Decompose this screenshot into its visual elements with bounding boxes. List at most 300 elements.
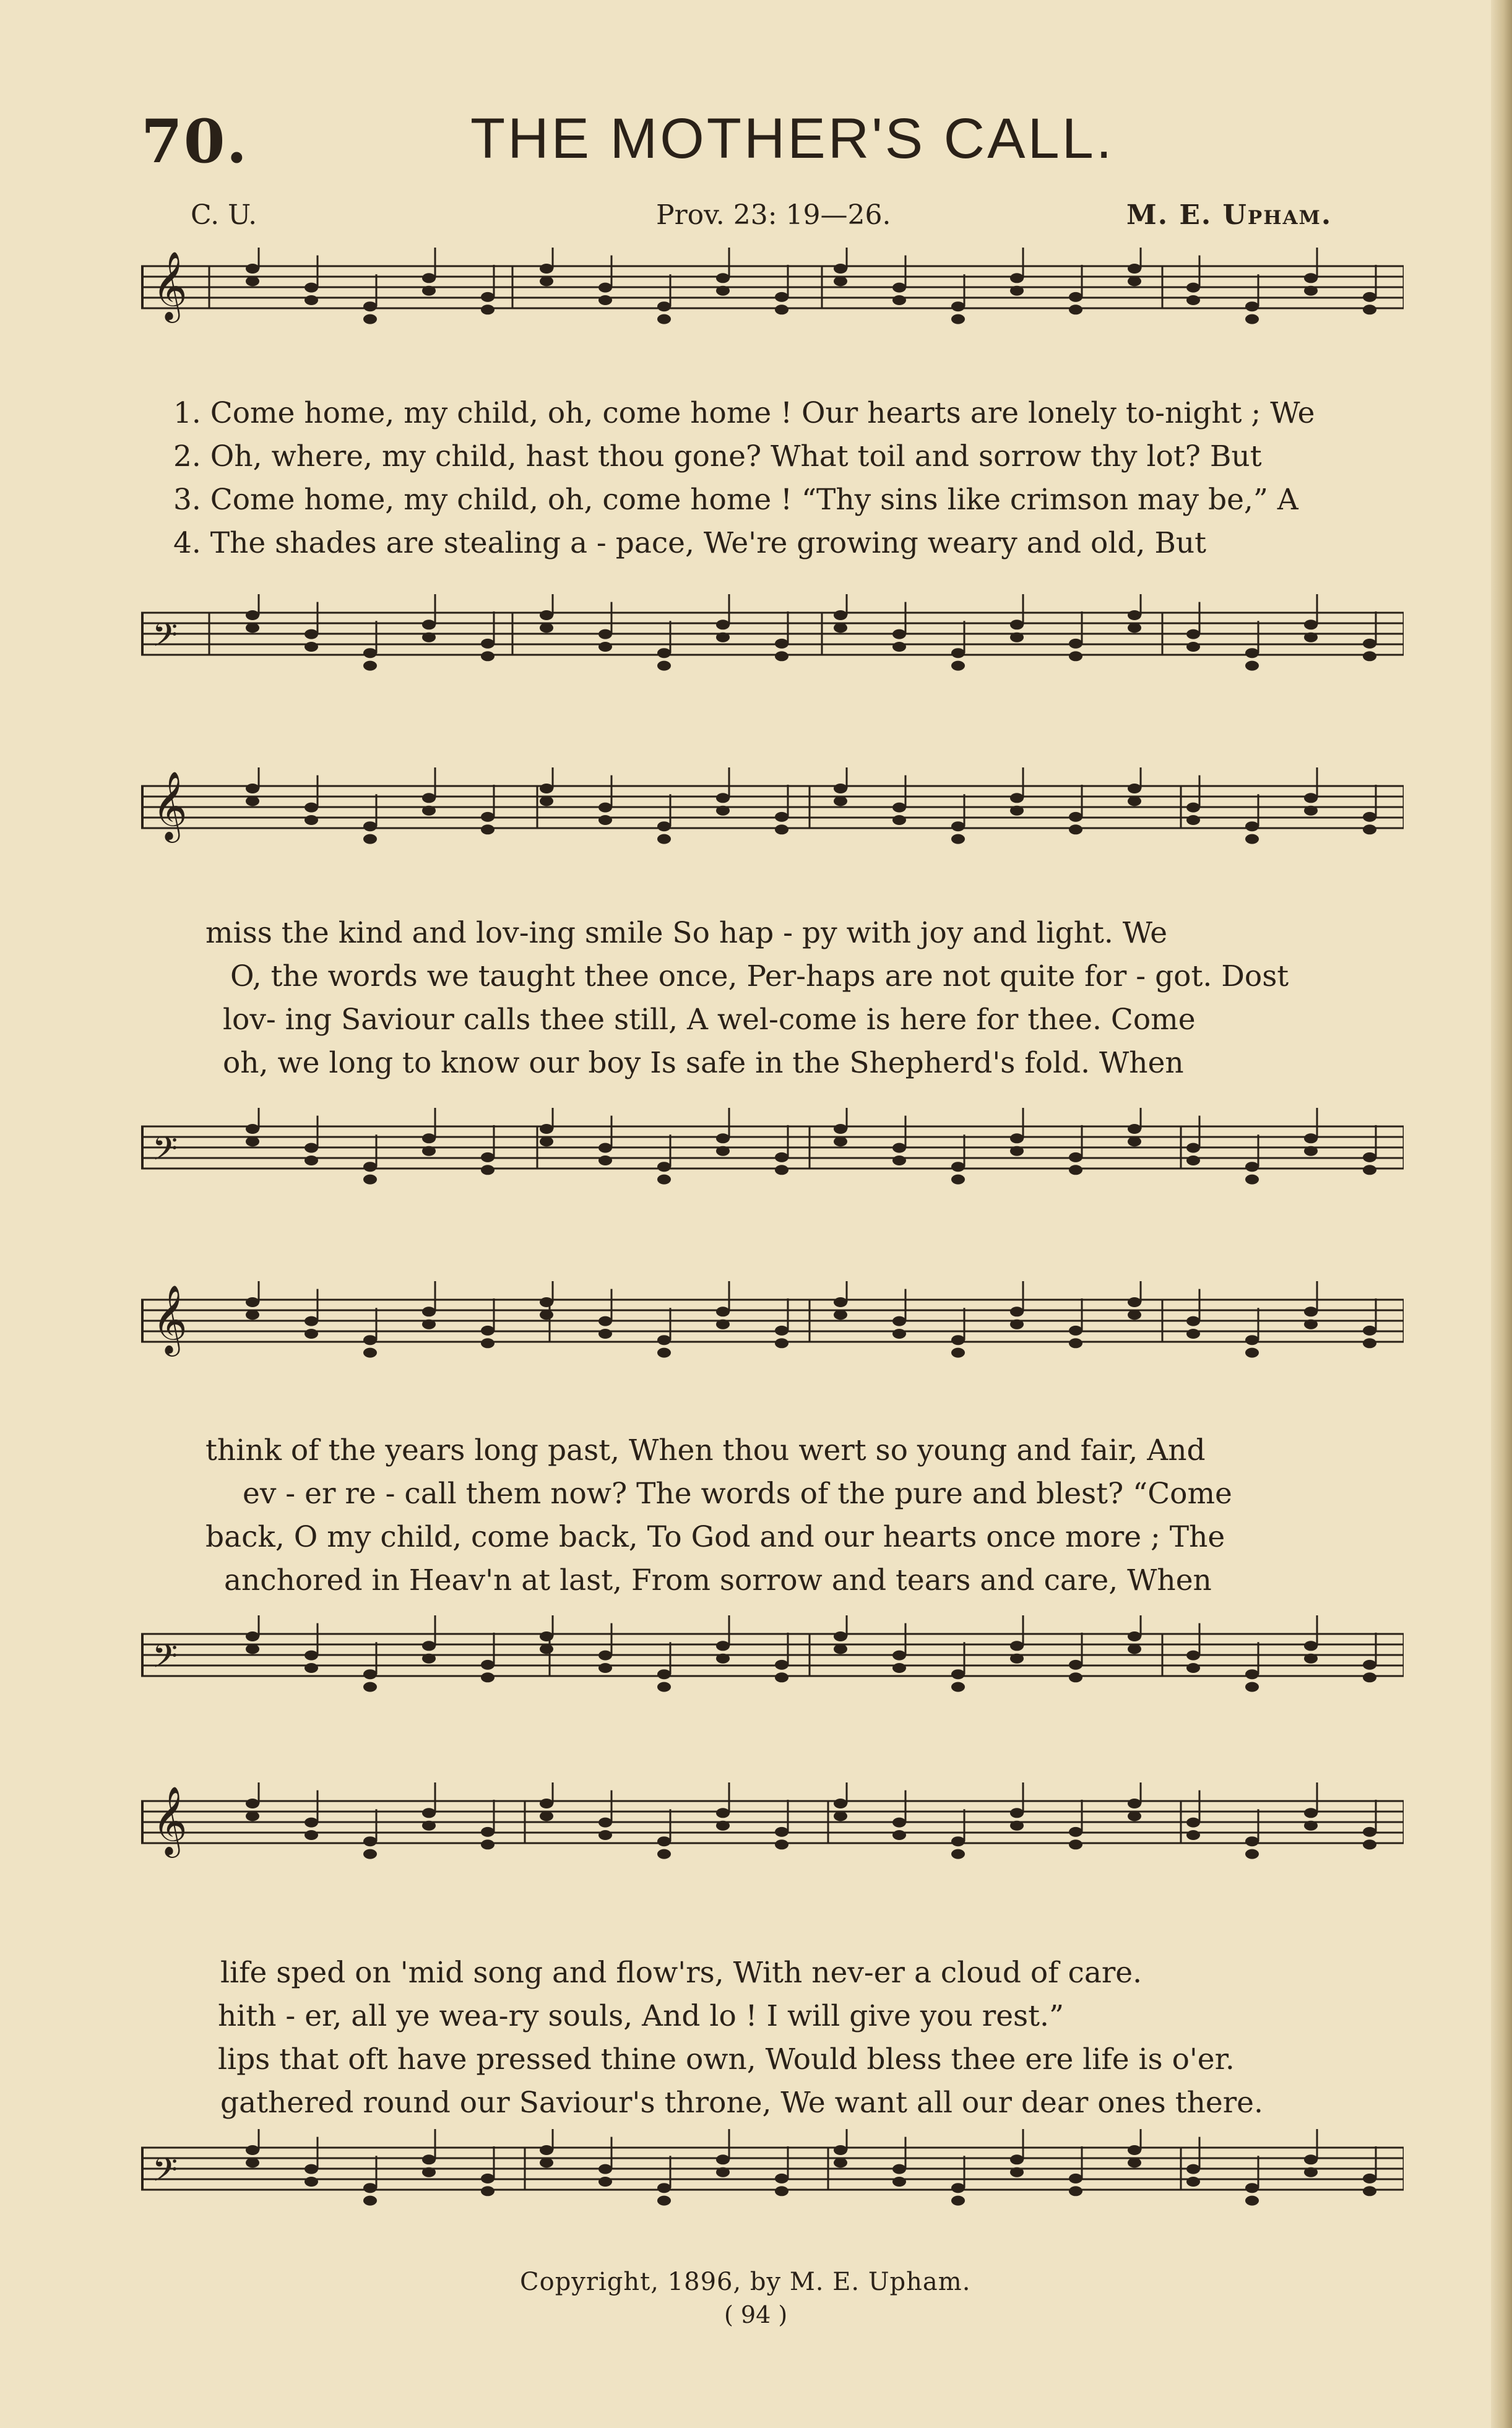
note-head (1010, 620, 1024, 629)
note-head (834, 784, 847, 793)
note-head (1363, 305, 1376, 314)
note-head (363, 301, 377, 311)
note-head (246, 796, 259, 806)
note-head (1186, 1663, 1200, 1673)
note-head (1128, 1136, 1141, 1146)
note-head (657, 2196, 671, 2206)
note-head (1245, 1682, 1259, 1692)
note-head (1245, 648, 1259, 658)
note-head (1304, 806, 1318, 816)
note-head (1186, 1830, 1200, 1840)
note-head (540, 2158, 553, 2167)
note-head (481, 812, 495, 822)
note-head (892, 1143, 906, 1153)
note-head (1010, 633, 1024, 642)
treble-staff-1 (141, 248, 1404, 328)
note-head (716, 1641, 730, 1651)
note-head (834, 623, 847, 633)
note-head (1186, 642, 1200, 652)
note-head (305, 803, 318, 813)
note-head (305, 1329, 318, 1339)
note-head (657, 314, 671, 324)
note-head (834, 276, 847, 286)
note-head (716, 1654, 730, 1664)
note-head (1245, 1175, 1259, 1185)
note-head (1128, 610, 1141, 620)
hymn-number: 70. (141, 106, 249, 176)
note-head (657, 1849, 671, 1859)
bass-staff-3 (141, 1615, 1404, 1721)
note-head (246, 1799, 259, 1808)
note-head (1363, 1326, 1376, 1336)
note-head (1304, 1307, 1318, 1316)
lyric-verse-4: gathered round our Saviour's throne, We want all our dear ones there. (220, 2086, 1263, 2120)
note-head (1186, 295, 1200, 305)
note-head (1363, 1660, 1376, 1670)
note-head (363, 314, 377, 324)
note-head (481, 1326, 495, 1336)
note-head (246, 2145, 259, 2155)
treble-clef-icon: 𝄞 (152, 251, 188, 320)
note-head (892, 1663, 906, 1673)
lyric-verse-2: ev - er re - call them now? The words of the pure and blest? “Come (243, 1477, 1232, 1511)
note-head (481, 1338, 495, 1348)
note-head (775, 2174, 788, 2184)
note-head (834, 1310, 847, 1320)
note-head (1363, 1152, 1376, 1162)
note-head (951, 661, 965, 671)
note-head (422, 1654, 436, 1664)
note-head (1304, 1320, 1318, 1329)
note-head (1363, 1165, 1376, 1175)
note-head (1010, 1821, 1024, 1831)
note-head (1245, 834, 1259, 844)
note-head (892, 1818, 906, 1828)
note-head (1069, 651, 1082, 661)
note-head (657, 834, 671, 844)
note-head (951, 1175, 965, 1185)
note-head (246, 264, 259, 274)
note-head (422, 286, 436, 296)
note-head (834, 2158, 847, 2167)
note-head (598, 1156, 612, 1165)
note-head (1010, 806, 1024, 816)
note-head (246, 1631, 259, 1641)
note-head (775, 824, 788, 834)
note-head (892, 629, 906, 639)
note-head (1186, 815, 1200, 825)
note-head (598, 1651, 612, 1661)
note-head (716, 633, 730, 642)
note-head (1245, 2196, 1259, 2206)
note-head (363, 1175, 377, 1185)
note-head (1069, 1839, 1082, 1849)
note-head (1186, 1329, 1200, 1339)
note-head (951, 1669, 965, 1679)
note-head (716, 1307, 730, 1316)
note-head (1245, 1849, 1259, 1859)
note-head (305, 629, 318, 639)
lyric-verse-1: 1. Come home, my child, oh, come home ! Our hearts are lonely to-night ; We (173, 396, 1315, 430)
note-head (892, 803, 906, 813)
note-head (951, 1162, 965, 1172)
note-head (481, 2174, 495, 2184)
note-head (1186, 1156, 1200, 1165)
note-head (305, 2177, 318, 2187)
note-head (598, 629, 612, 639)
note-head (481, 639, 495, 649)
note-head (598, 642, 612, 652)
note-head (716, 1320, 730, 1329)
note-head (422, 1133, 436, 1143)
note-head (951, 648, 965, 658)
note-head (1069, 305, 1082, 314)
note-head (1069, 1672, 1082, 1682)
note-head (305, 283, 318, 293)
note-head (1128, 264, 1141, 274)
note-head (540, 1631, 553, 1641)
note-head (1010, 793, 1024, 803)
note-head (1069, 2174, 1082, 2184)
note-head (951, 1335, 965, 1345)
note-head (892, 1316, 906, 1326)
note-head (422, 1320, 436, 1329)
note-head (775, 2186, 788, 2196)
note-head (481, 292, 495, 302)
note-head (540, 276, 553, 286)
note-head (1010, 2167, 1024, 2177)
note-head (1245, 1348, 1259, 1358)
note-head (246, 1136, 259, 1146)
note-head (834, 1631, 847, 1641)
note-head (1363, 292, 1376, 302)
note-head (716, 620, 730, 629)
note-head (540, 610, 553, 620)
note-head (1128, 1310, 1141, 1320)
note-head (1304, 1654, 1318, 1664)
note-head (657, 1682, 671, 1692)
note-head (598, 1818, 612, 1828)
lyric-verse-1: life sped on 'mid song and flow'rs, With nev-er a cloud of care. (220, 1956, 1143, 1990)
note-head (1128, 2158, 1141, 2167)
note-head (951, 834, 965, 844)
treble-staff-3 (141, 1281, 1404, 1386)
note-head (481, 1827, 495, 1837)
note-head (422, 2167, 436, 2177)
note-head (1304, 2154, 1318, 2164)
lyric-verse-4: oh, we long to know our boy Is safe in the Shepherd's fold. When (223, 1046, 1184, 1080)
bass-clef-icon: 𝄢 (152, 2151, 178, 2197)
note-head (305, 1830, 318, 1840)
note-head (775, 639, 788, 649)
note-head (481, 1152, 495, 1162)
note-head (834, 796, 847, 806)
note-head (540, 1310, 553, 1320)
note-head (1128, 276, 1141, 286)
lyric-verse-3: lov- ing Saviour calls thee still, A wel-come is here for thee. Come (223, 1003, 1196, 1037)
note-head (775, 651, 788, 661)
note-head (1010, 286, 1024, 296)
note-head (775, 1338, 788, 1348)
note-head (305, 1156, 318, 1165)
note-head (363, 1849, 377, 1859)
note-head (1186, 2177, 1200, 2187)
note-head (1128, 1811, 1141, 1821)
note-head (1186, 1818, 1200, 1828)
note-head (1363, 1827, 1376, 1837)
note-head (834, 1799, 847, 1808)
note-head (1186, 2164, 1200, 2174)
note-head (892, 1651, 906, 1661)
note-head (246, 784, 259, 793)
note-head (1010, 1641, 1024, 1651)
bass-clef-icon: 𝄢 (152, 1130, 178, 1176)
note-head (1186, 283, 1200, 293)
note-head (775, 292, 788, 302)
note-head (951, 1836, 965, 1846)
page-number: ( 94 ) (724, 2301, 788, 2328)
note-head (834, 610, 847, 620)
note-head (481, 1165, 495, 1175)
note-head (716, 793, 730, 803)
note-head (305, 1818, 318, 1828)
note-head (246, 1124, 259, 1134)
note-head (657, 1836, 671, 1846)
lyric-verse-3: lips that oft have pressed thine own, Would bless thee ere life is o'er. (218, 2042, 1235, 2076)
note-head (775, 1827, 788, 1837)
note-head (1363, 1839, 1376, 1849)
note-head (598, 1830, 612, 1840)
text-credit: C. U. (191, 199, 257, 231)
note-head (598, 2164, 612, 2174)
note-head (540, 1644, 553, 1654)
note-head (1128, 2145, 1141, 2155)
note-head (540, 2145, 553, 2155)
note-head (951, 1849, 965, 1859)
note-head (892, 1156, 906, 1165)
note-head (1304, 2167, 1318, 2177)
note-head (598, 1143, 612, 1153)
note-head (540, 1799, 553, 1808)
note-head (951, 821, 965, 831)
treble-clef-icon: 𝄞 (152, 1284, 188, 1354)
note-head (422, 1808, 436, 1818)
bass-clef-icon: 𝄢 (152, 1638, 178, 1683)
bass-staff-2 (141, 1108, 1404, 1238)
note-head (363, 2196, 377, 2206)
note-head (775, 1326, 788, 1336)
note-head (1010, 1808, 1024, 1818)
note-head (1363, 812, 1376, 822)
note-head (775, 1165, 788, 1175)
note-head (1245, 1669, 1259, 1679)
copyright-notice: Copyright, 1896, by M. E. Upham. (520, 2268, 971, 2296)
note-head (657, 2183, 671, 2193)
note-head (1186, 1651, 1200, 1661)
note-head (481, 651, 495, 661)
note-head (540, 1297, 553, 1307)
note-head (1186, 1143, 1200, 1153)
bass-staff-1 (141, 594, 1404, 687)
note-head (1363, 1672, 1376, 1682)
note-head (1304, 1821, 1318, 1831)
note-head (1245, 2183, 1259, 2193)
treble-staff-4 (141, 1782, 1404, 1931)
note-head (246, 276, 259, 286)
note-head (892, 1830, 906, 1840)
note-head (951, 2183, 965, 2193)
note-head (1245, 301, 1259, 311)
note-head (422, 1146, 436, 1156)
note-head (775, 1839, 788, 1849)
note-head (598, 1663, 612, 1673)
note-head (246, 1310, 259, 1320)
note-head (1363, 651, 1376, 661)
note-head (481, 824, 495, 834)
note-head (834, 1811, 847, 1821)
note-head (1363, 1338, 1376, 1348)
bass-staff-4 (141, 2129, 1404, 2259)
page-edge (1491, 0, 1512, 2428)
note-head (657, 1162, 671, 1172)
note-head (1069, 824, 1082, 834)
note-head (1245, 1162, 1259, 1172)
note-head (305, 1663, 318, 1673)
note-head (834, 1297, 847, 1307)
note-head (1069, 292, 1082, 302)
treble-clef-icon: 𝄞 (152, 1786, 188, 1855)
note-head (1010, 273, 1024, 283)
note-head (481, 1672, 495, 1682)
note-head (363, 1669, 377, 1679)
note-head (246, 623, 259, 633)
treble-staff-2 (141, 767, 1404, 860)
note-head (422, 806, 436, 816)
note-head (422, 633, 436, 642)
note-head (481, 2186, 495, 2196)
note-head (716, 273, 730, 283)
note-head (1245, 661, 1259, 671)
note-head (1010, 2154, 1024, 2164)
note-head (305, 815, 318, 825)
lyric-verse-2: O, the words we taught thee once, Per-haps are not quite for - got. Dost (230, 959, 1289, 993)
note-head (892, 1329, 906, 1339)
note-head (1186, 803, 1200, 813)
note-head (1069, 639, 1082, 649)
note-head (1245, 821, 1259, 831)
note-head (657, 1175, 671, 1185)
note-head (775, 1660, 788, 1670)
note-head (1128, 1297, 1141, 1307)
note-head (716, 1808, 730, 1818)
note-head (422, 620, 436, 629)
note-head (598, 1329, 612, 1339)
note-head (422, 793, 436, 803)
note-head (951, 2196, 965, 2206)
note-head (657, 1335, 671, 1345)
note-head (422, 2154, 436, 2164)
note-head (716, 2167, 730, 2177)
note-head (1304, 1641, 1318, 1651)
note-head (834, 264, 847, 274)
note-head (1010, 1146, 1024, 1156)
note-head (834, 1644, 847, 1654)
note-head (834, 1124, 847, 1134)
note-head (892, 283, 906, 293)
lyric-verse-3: back, O my child, come back, To God and our hearts once more ; The (205, 1520, 1225, 1554)
note-head (305, 642, 318, 652)
note-head (657, 301, 671, 311)
note-head (775, 812, 788, 822)
note-head (1128, 1644, 1141, 1654)
note-head (951, 1682, 965, 1692)
note-head (246, 1811, 259, 1821)
note-head (246, 1644, 259, 1654)
note-head (1069, 1660, 1082, 1670)
note-head (657, 821, 671, 831)
note-head (1069, 1338, 1082, 1348)
note-head (481, 1660, 495, 1670)
lyric-verse-2: hith - er, all ye wea-ry souls, And lo ! I will give you rest.” (218, 1999, 1065, 2033)
note-head (951, 1348, 965, 1358)
note-head (1245, 1836, 1259, 1846)
note-head (422, 1821, 436, 1831)
note-head (540, 1136, 553, 1146)
note-head (657, 1669, 671, 1679)
lyric-verse-1: miss the kind and lov-ing smile So hap - py with joy and light. We (205, 916, 1168, 950)
lyric-verse-3: 3. Come home, my child, oh, come home ! “Thy sins like crimson may be,” A (173, 483, 1298, 517)
note-head (1245, 314, 1259, 324)
note-head (363, 1348, 377, 1358)
note-head (1128, 623, 1141, 633)
note-head (1363, 2174, 1376, 2184)
note-head (892, 815, 906, 825)
note-head (1069, 1152, 1082, 1162)
note-head (540, 1124, 553, 1134)
note-head (305, 295, 318, 305)
note-head (540, 784, 553, 793)
note-head (540, 264, 553, 274)
note-head (1304, 1146, 1318, 1156)
treble-clef-icon: 𝄞 (152, 771, 188, 840)
note-head (716, 286, 730, 296)
note-head (598, 1316, 612, 1326)
note-head (305, 2164, 318, 2174)
lyric-verse-2: 2. Oh, where, my child, hast thou gone? What toil and sorrow thy lot? But (173, 439, 1262, 473)
note-head (1128, 1799, 1141, 1808)
note-head (246, 2158, 259, 2167)
note-head (363, 1682, 377, 1692)
note-head (1128, 796, 1141, 806)
note-head (1128, 1631, 1141, 1641)
note-head (1363, 824, 1376, 834)
note-head (305, 1143, 318, 1153)
hymn-title: THE MOTHER'S CALL. (470, 107, 1115, 170)
note-head (892, 2164, 906, 2174)
note-head (716, 2154, 730, 2164)
note-head (422, 1307, 436, 1316)
note-head (716, 1133, 730, 1143)
note-head (657, 1348, 671, 1358)
note-head (1010, 1307, 1024, 1316)
note-head (716, 1821, 730, 1831)
note-head (246, 610, 259, 620)
note-head (1304, 273, 1318, 283)
scripture-reference: Prov. 23: 19—26. (656, 199, 891, 231)
note-head (775, 1152, 788, 1162)
note-head (598, 803, 612, 813)
note-head (775, 305, 788, 314)
